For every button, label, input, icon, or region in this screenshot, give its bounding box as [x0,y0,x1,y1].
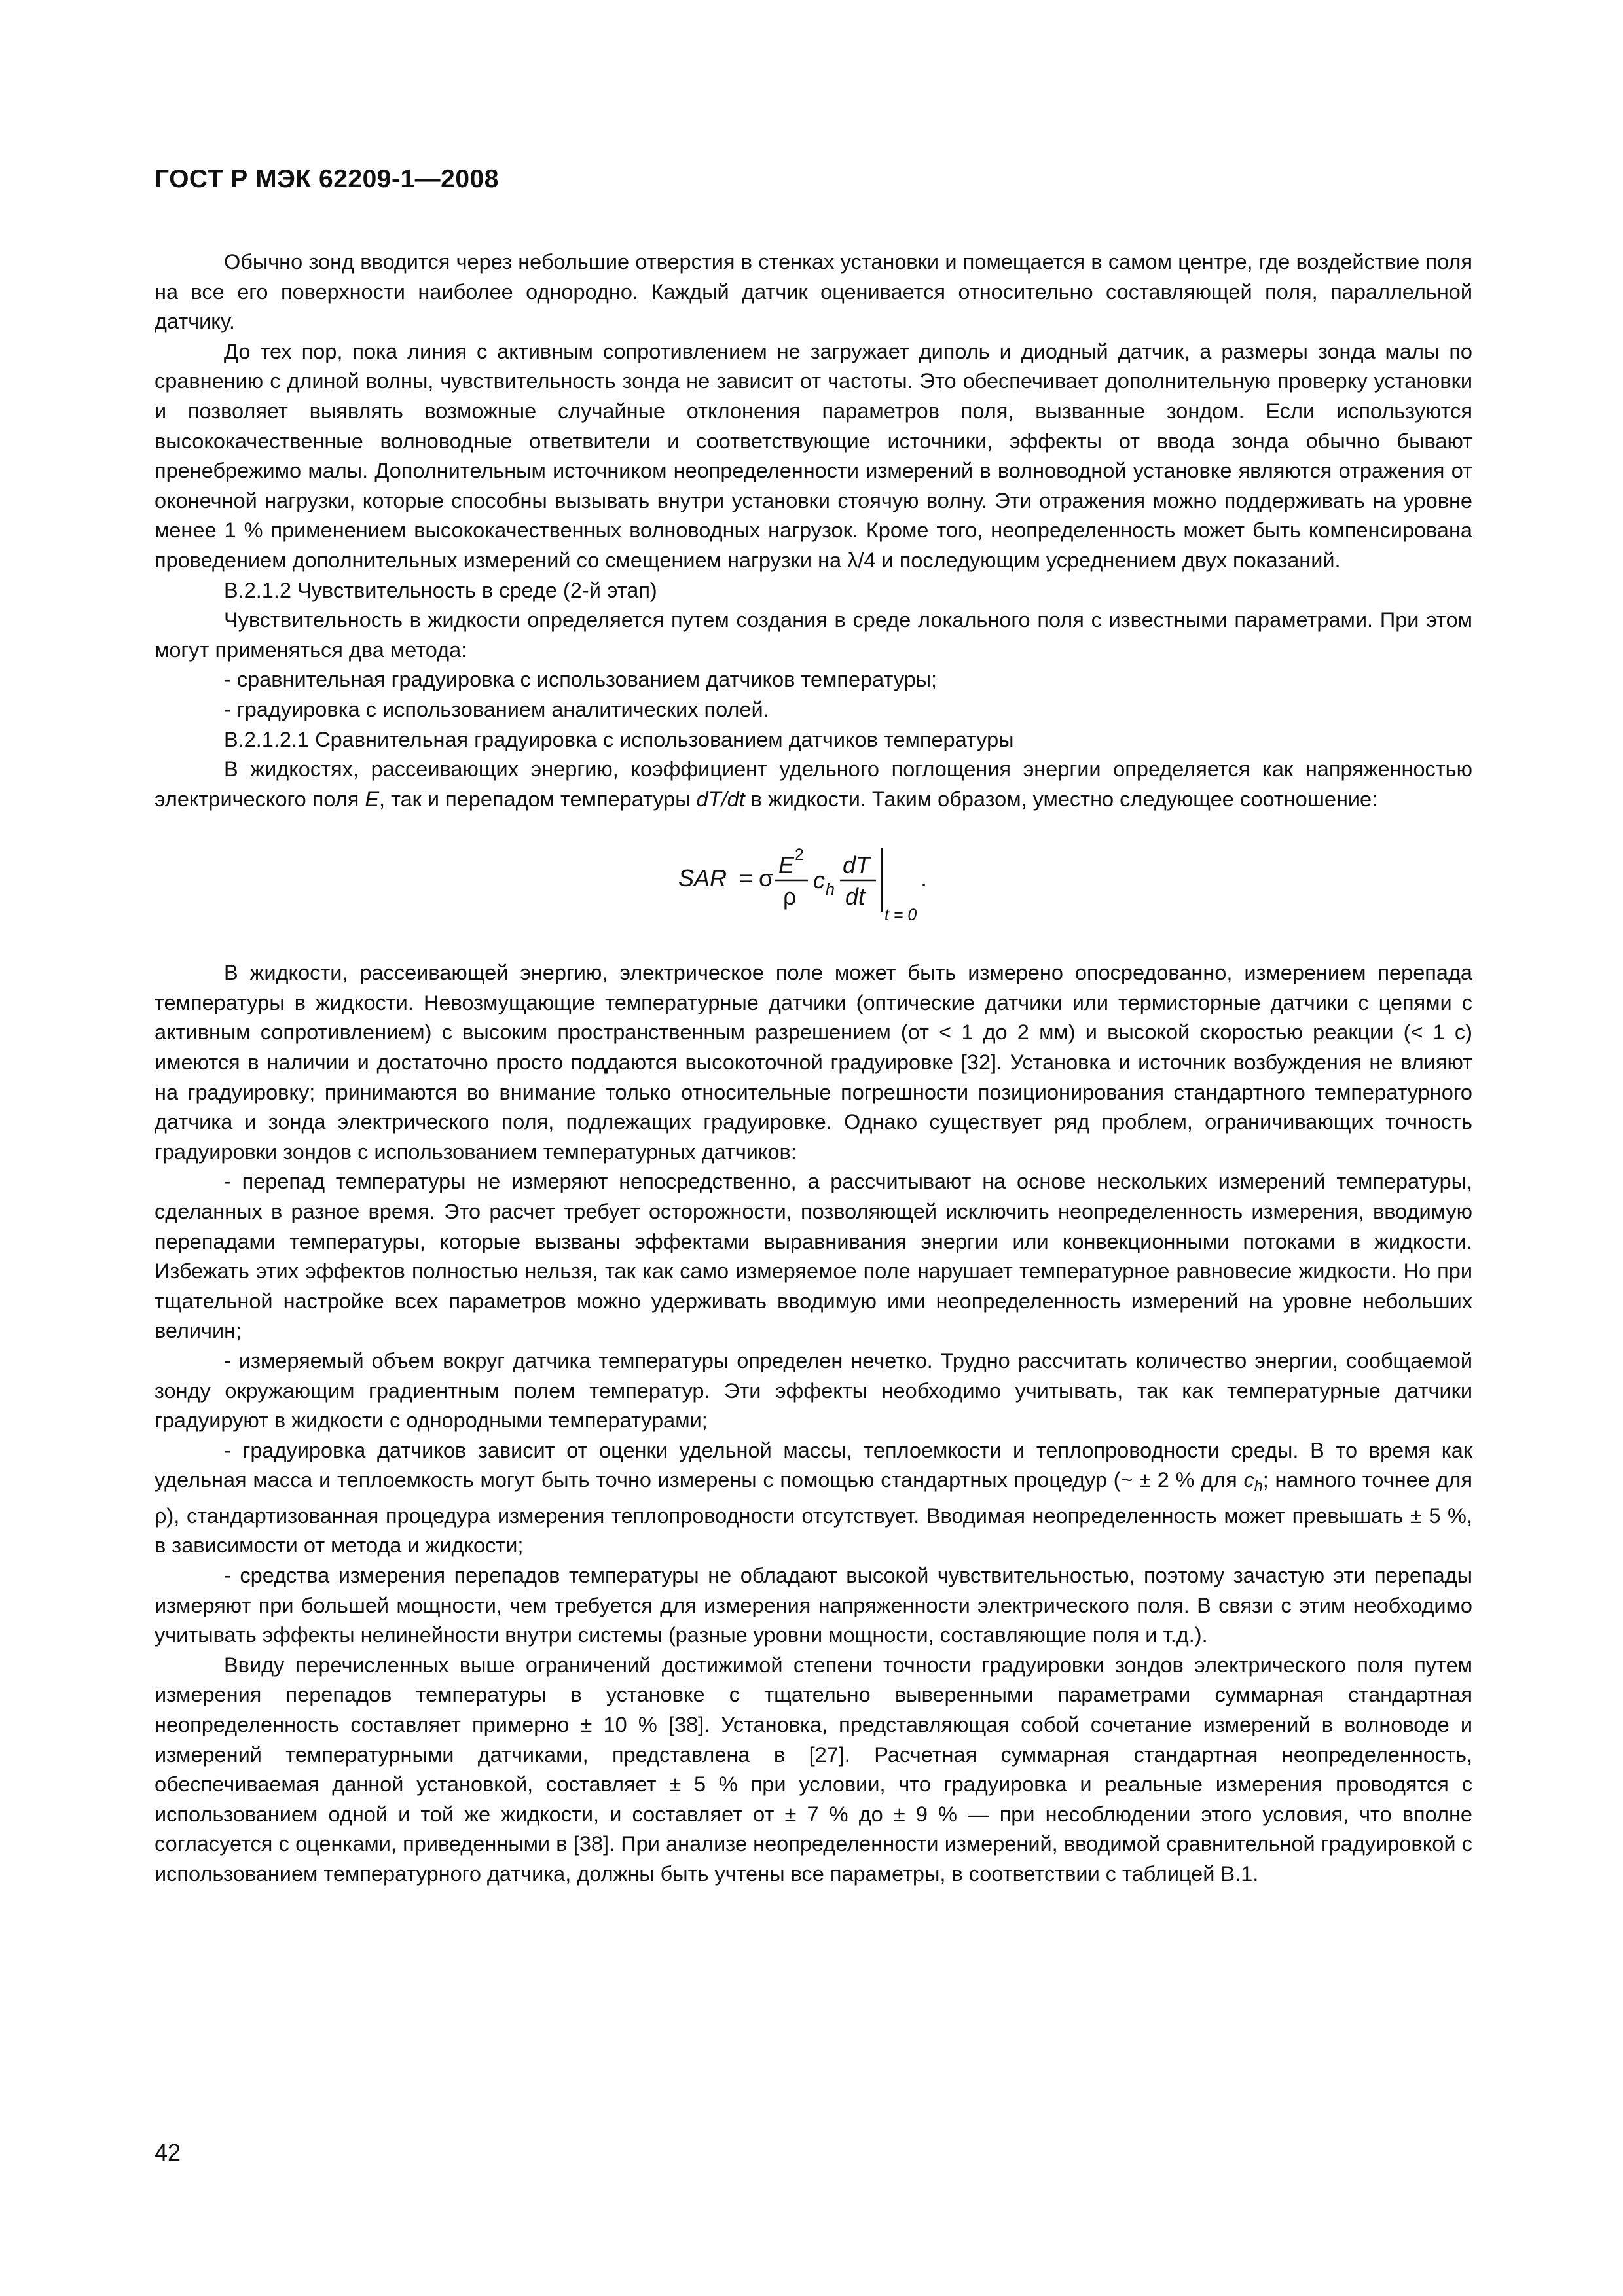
sar-formula [155,814,1472,958]
formula-period: . [921,865,928,892]
paragraph: Чувствительность в жидкости определяется путем создания в среде локального поля с известными параметрами. При этом могут применяться два метода: [155,608,1472,662]
list-item: - градуировка датчиков зависит от оценки удельной массы, теплоемкости и теплопроводности среды. В то время как удельная масса и теплоемкость могут быть точно измерены с помощью стандартных процедур (~ ± 2 % для $c_h$; намного точнее для ρ), стандартизованная процедура измерения теплопроводности отсутствует. Вводимая неопределенность может превышать ± 5 %, в зависимости от метода и жидкости; [155,1438,1472,1558]
formula-denominator-dt: dt [845,883,866,910]
formula-numerator-dt: dT [843,852,871,879]
formula-lhs: SAR [678,865,727,892]
formula-c: c [813,867,825,894]
list-item: - измеряемый объем вокруг датчика температуры определен нечетко. Трудно рассчитать количество энергии, сообщаемой зонду окружающим градиентным полем температур. Эти эффекты необходимо учитывать, так как температурные датчики градуируют в жидкости с однородными температурами; [155,1349,1472,1433]
formula-equals: = [739,865,754,892]
formula-superscript: 2 [795,846,804,865]
formula-numerator-e: E [778,852,795,879]
paragraph: В жидкости, рассеивающей энергию, электрическое поле может быть измерено опосредованно, измерением перепада температуры в жидкости. Невозмущающие температурные датчики (оптические датчики или термисторные датчики с цепями с активным сопротивлением) с высоким пространственным разрешением (от < 1 до 2 мм) и высокой скоростью реакции (< 1 с) имеются в наличии и достаточно просто поддаются высокоточной градуировке [32]. Установка и источник возбуждения не влияют на градуировку; принимаются во внимание только относительные погрешности позиционирования стандартного температурного датчика и зонда электрического поля, подлежащих градуировке. Однако существует ряд проблем, ограничивающих точность градуировки зондов с использованием температурных датчиков: [155,961,1472,1164]
formula-c-subscript: h [826,880,835,899]
paragraph: До тех пор, пока линия с активным сопротивлением не загружает диполь и диодный датчик, а размеры зонда малы по сравнению с длиной волны, чувствительность зонда не зависит от частоты. Это обеспечивает дополнительную проверку установки и позволяет выявлять возможные случайные отклонения параметров поля, вызванные зондом. Если используются высококачественные волноводные ответвители и соответствующие источники, эффекты от ввода зонда обычно бывают пренебрежимо малы. Дополнительным источником неопределенности измерений в волноводной установке являются отражения от оконечной нагрузки, которые способны вызывать внутри установки стоячую волну. Эти отражения можно поддерживать на уровне менее 1 % применением высококачественных волноводных нагрузок. Кроме того, неопределенность может быть компенсирована проведением дополнительных измерений со смещением нагрузки на λ/4 и последующим усреднением двух показаний. [155,339,1472,572]
page-number: 42 [155,2139,181,2166]
document-header: ГОСТ Р МЭК 62209-1—2008 [155,165,499,193]
formula-sigma: σ [759,865,774,892]
section-heading: В.2.1.2.1 Сравнительная градуировка с использованием датчиков температуры [224,727,1014,751]
formula-denominator-rho: ρ [783,883,797,910]
paragraph: Ввиду перечисленных выше ограничений достижимой степени точности градуировки зондов электрического поля путем измерения перепадов температуры в установке с тщательно выверенными параметрами суммарная стандартная неопределенность составляет примерно ± 10 % [38]. Установка, представляющая собой сочетание измерений в волноводе и измерений температурными датчиками, представлена в [27]. Расчетная суммарная стандартная неопределенность, обеспечиваемая данной установкой, составляет ± 5 % при условии, что градуировка и реальные измерения проводятся с использованием одной и той же жидкости, и составляет от ± 7 % до ± 9 % — при несоблюдении этого условия, что вполне согласуется с оценками, приведенными в [38]. При анализе неопределенности измерений, вводимой сравнительной градуировкой с использованием температурного датчика, должны быть учтены все параметры, в соответствии с таблицей В.1. [155,1653,1472,1886]
section-heading: В.2.1.2 Чувствительность в среде (2-й этап) [224,578,657,602]
paragraph: Обычно зонд вводится через небольшие отверстия в стенках установки и помещается в самом центре, где воздействие поля на все его поверхности наиболее однородно. Каждый датчик оценивается относительно составляющей поля, параллельной датчику. [155,250,1472,334]
list-item: - перепад температуры не измеряют непосредственно, а рассчитывают на основе нескольких измерений температуры, сделанных в разное время. Это расчет требует осторожности, позволяющей исключить неопределенность измерения, вводимую перепадами температуры, которые вызваны эффектами выравнивания энергии или конвекционными потоками в жидкости. Избежать этих эффектов полностью нельзя, так как само измеряемое поле нарушает температурное равновесие жидкости. Но при тщательной настройке всех параметров можно удерживать вводимую ими неопределенность измерений на уровне небольших величин; [155,1170,1472,1343]
formula-condition: t = 0 [884,906,917,925]
list-item: - градуировка с использованием аналитических полей. [224,697,769,721]
list-item: - средства измерения перепадов температуры не обладают высокой чувствительностью, поэтому зачастую эти перепады измеряют при большей мощности, чем требуется для измерения напряженности электрического поля. В связи с этим необходимо учитывать эффекты нелинейности внутри системы (разные уровни мощности, составляющие поля и т.д.). [155,1564,1472,1647]
document-body [155,247,1472,1890]
paragraph: В жидкостях, рассеивающих энергию, коэффициент удельного поглощения энергии определяется как напряженностью электрического поля E, так и перепадом температуры dT/dt в жидкости. Таким образом, уместно следующее соотношение: [155,757,1472,811]
list-item: - сравнительная градуировка с использованием датчиков температуры; [224,668,938,692]
